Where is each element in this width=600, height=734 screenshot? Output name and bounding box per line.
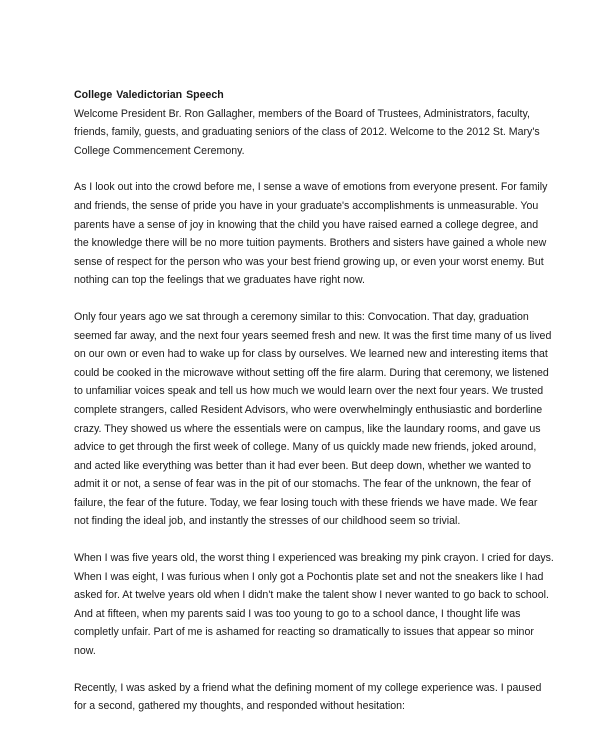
paragraph-emotions: As I look out into the crowd before me, I sense a wave of emotions from everyone present. For family and friends, the sense of pride you have in your graduate's accomplishments is unmeasurable. You parents have a sense of joy in knowing that the child you have raised earned a college degree, and the knowledge there will be no more tuition payments. Brothers and sisters have gained a whole new sense of respect for the person who was your best friend growing up, or even your worst enemy. But nothing can top the feelings that we graduates have right now. — [74, 181, 548, 287]
document-body — [74, 86, 554, 734]
document-title: College Valedictorian Speech — [74, 89, 224, 101]
paragraph-defining-moment: Recently, I was asked by a friend what the defining moment of my college experience was. I paused for a second, gathered my thoughts, and responded without hesitation: — [74, 681, 542, 713]
paragraph-welcome: Welcome President Br. Ron Gallagher, members of the Board of Trustees, Administrators, faculty, friends, family, guests, and graduating seniors of the class of 2012. Welcome to the 2012 St. Mary's College Commencement Ceremony. — [74, 107, 540, 157]
paragraph-convocation: Only four years ago we sat through a ceremony similar to this: Convocation. That day, graduation seemed far away, and the next four years seemed fresh and new. It was the first time many of us lived on our own or even had to wake up for class by ourselves. We learned new and interesting items that could be cooked in the microwave without setting off the fire alarm. During that ceremony, we listened to unfamiliar voices speak and tell us how much we would learn over the next four years. We trusted complete strangers, called Resident Advisors, who were overwhelmingly enthusiastic and borderline crazy. They showed us where the essentials were on campus, like the laundary rooms, and gave us advice to get through the first week of college. Many of us quickly made new friends, joked around, and acted like everything was better than it had ever been. But deep down, whether we wanted to admit it or not, a sense of fear was in the pit of our stomachs. The fear of the unknown, the fear of failure, the fear of the future. Today, we fear losing touch with these friends we have made. We fear not finding the ideal job, and instantly the stresses of our childhood seem so trivial. — [74, 310, 552, 528]
paragraph-childhood: When I was five years old, the worst thing I experienced was breaking my pink crayon. I cried for days. When I was eight, I was furious when I only got a Pochontis plate set and not the sneakers like I had asked for. At twelve years old when I didn't make the talent show I never wanted to go back to school. And at fifteen, when my parents said I was too young to go to a school dance, I thought life was completly unfair. Part of me is ashamed for reacting so dramatically to issues that appear so minor now. — [74, 552, 554, 658]
